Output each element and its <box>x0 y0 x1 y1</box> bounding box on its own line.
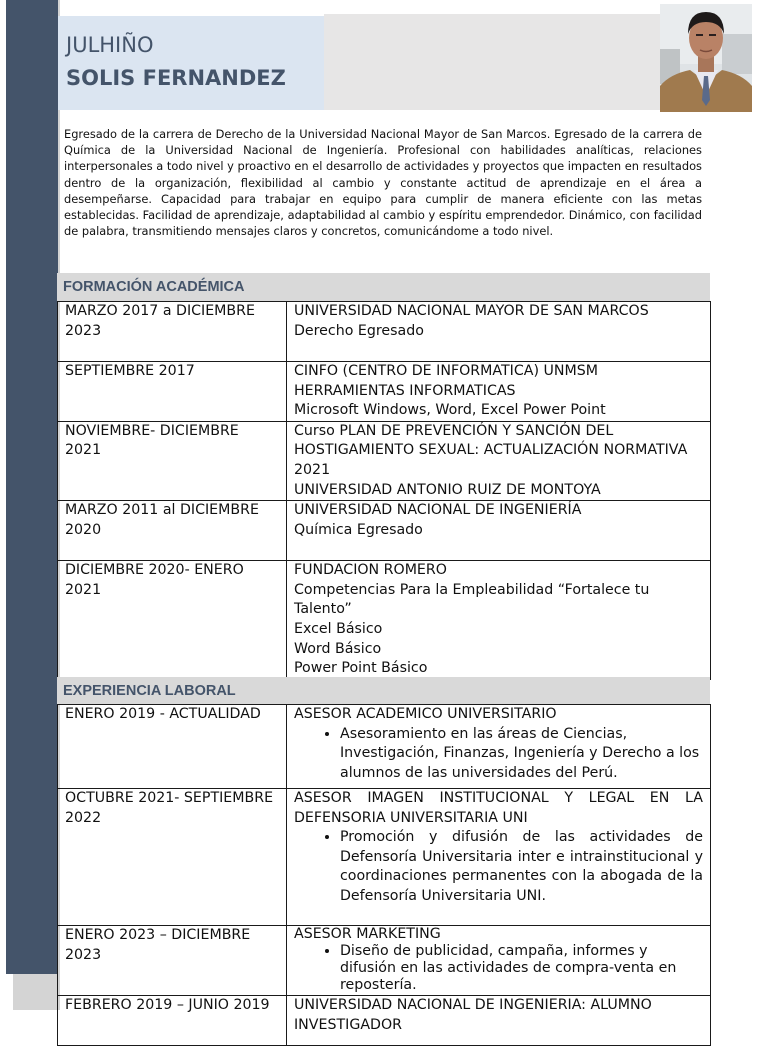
list-item: • Asesoramiento en las áreas de Ciencias, Investigación, Finanzas, Ingeniería y Derecho a los alumnos de las universidades del Perú. <box>340 725 703 784</box>
list-item: • Promoción y difusión de las actividades de Defensoría Universitaria inter e intrainstitucional y coordinaciones permanentes con la abogada de la Defensoría Universitaria UNI. <box>340 828 703 906</box>
name-box <box>58 16 324 110</box>
job-title: ASESOR ACADEMICO UNIVERSITARIO <box>294 706 557 722</box>
list-item: • Diseño de publicidad, campaña, informes y difusión en las actividades de compra-venta en repostería. <box>340 943 703 994</box>
detail-line: Competencias Para la Empleabilidad “Fortalece tu Talento” <box>294 581 650 618</box>
education-table <box>57 301 711 680</box>
row-date: FEBRERO 2019 – JUNIO 2019 <box>58 996 287 1046</box>
detail-line: Excel Básico <box>294 620 383 637</box>
header-grey-bar <box>324 14 660 110</box>
bullet-list <box>294 828 703 906</box>
row-detail <box>287 302 711 362</box>
detail-line: FUNDACION ROMERO <box>294 562 447 579</box>
row-detail <box>287 421 711 500</box>
job-title: ASESOR MARKETING <box>294 926 441 942</box>
table-row <box>58 789 711 926</box>
table-row <box>58 421 711 500</box>
detail-line: HERRAMIENTAS INFORMATICAS <box>294 382 516 399</box>
bullet-list <box>294 943 703 994</box>
row-detail <box>287 996 711 1046</box>
detail-line: Microsoft Windows, Word, Excel Power Point <box>294 402 606 419</box>
table-row <box>58 302 711 362</box>
row-detail <box>287 789 711 926</box>
left-sidebar-stripe <box>6 0 58 974</box>
detail-line: Power Point Básico <box>294 660 428 677</box>
table-row <box>58 705 711 789</box>
row-date: SEPTIEMBRE 2017 <box>58 362 287 422</box>
row-detail <box>287 501 711 561</box>
profile-photo <box>660 4 752 112</box>
row-detail <box>287 561 711 680</box>
detail-line: Derecho Egresado <box>294 322 424 339</box>
row-date: DICIEMBRE 2020- ENERO 2021 <box>58 561 287 680</box>
row-detail <box>287 926 711 996</box>
first-name: JULHIÑO <box>66 33 154 57</box>
table-row <box>58 561 711 680</box>
row-date: ENERO 2023 – DICIEMBRE 2023 <box>58 926 287 996</box>
detail-line: Química Egresado <box>294 521 423 538</box>
row-date: OCTUBRE 2021- SEPTIEMBRE 2022 <box>58 789 287 926</box>
table-row <box>58 362 711 422</box>
table-row <box>58 926 711 996</box>
job-title: UNIVERSIDAD NACIONAL DE INGENIERIA: ALUMNO INVESTIGADOR <box>294 997 652 1033</box>
row-date: ENERO 2019 - ACTUALIDAD <box>58 705 287 789</box>
experience-table <box>57 704 711 1046</box>
section-header-education: FORMACIÓN ACADÉMICA <box>57 273 710 301</box>
detail-line: Word Básico <box>294 640 382 657</box>
last-name: SOLIS FERNANDEZ <box>66 66 286 90</box>
job-title: ASESOR IMAGEN INSTITUCIONAL Y LEGAL EN LA DEFENSORIA UNIVERSITARIA UNI <box>294 790 703 826</box>
profile-summary: Egresado de la carrera de Derecho de la Universidad Nacional Mayor de San Marcos. Egresado de la carrera de Química de la Universidad Nacional de Ingeniería. Profesional con habilidades analíticas, relaciones interpersonales a todo nivel y proactivo en el desarrollo de actividades y proyectos que impacten en resultados dentro de la organización, flexibilidad al cambio y constante actitud de aprendizaje en el área a desempeñarse. Capacidad para trabajar en equipo para cumplir de manera eficiente con las metas establecidas. Facilidad de aprendizaje, adaptabilidad al cambio y espíritu emprendedor. Dinámico, con facilidad de palabra, transmitiendo mensajes claros y concretos, comunicándome a todo nivel. <box>64 127 702 239</box>
section-header-experience: EXPERIENCIA LABORAL <box>57 677 710 705</box>
row-date: MARZO 2011 al DICIEMBRE 2020 <box>58 501 287 561</box>
row-detail <box>287 362 711 422</box>
detail-line: UNIVERSIDAD NACIONAL DE INGENIERÍA <box>294 502 582 519</box>
row-detail <box>287 705 711 789</box>
bullet-list <box>294 725 703 784</box>
detail-line: CINFO (CENTRO DE INFORMATICA) UNMSM <box>294 363 598 379</box>
table-row <box>58 996 711 1046</box>
row-date: NOVIEMBRE- DICIEMBRE 2021 <box>58 421 287 500</box>
detail-line: UNIVERSIDAD NACIONAL MAYOR DE SAN MARCOS <box>294 303 649 319</box>
row-date: MARZO 2017 a DICIEMBRE 2023 <box>58 302 287 362</box>
detail-line: UNIVERSIDAD ANTONIO RUIZ DE MONTOYA <box>294 481 601 498</box>
detail-line: Curso PLAN DE PREVENCIÓN Y SANCIÓN DEL HOSTIGAMIENTO SEXUAL: ACTUALIZACIÓN NORMATIVA 2021 <box>294 422 688 478</box>
table-row <box>58 501 711 561</box>
